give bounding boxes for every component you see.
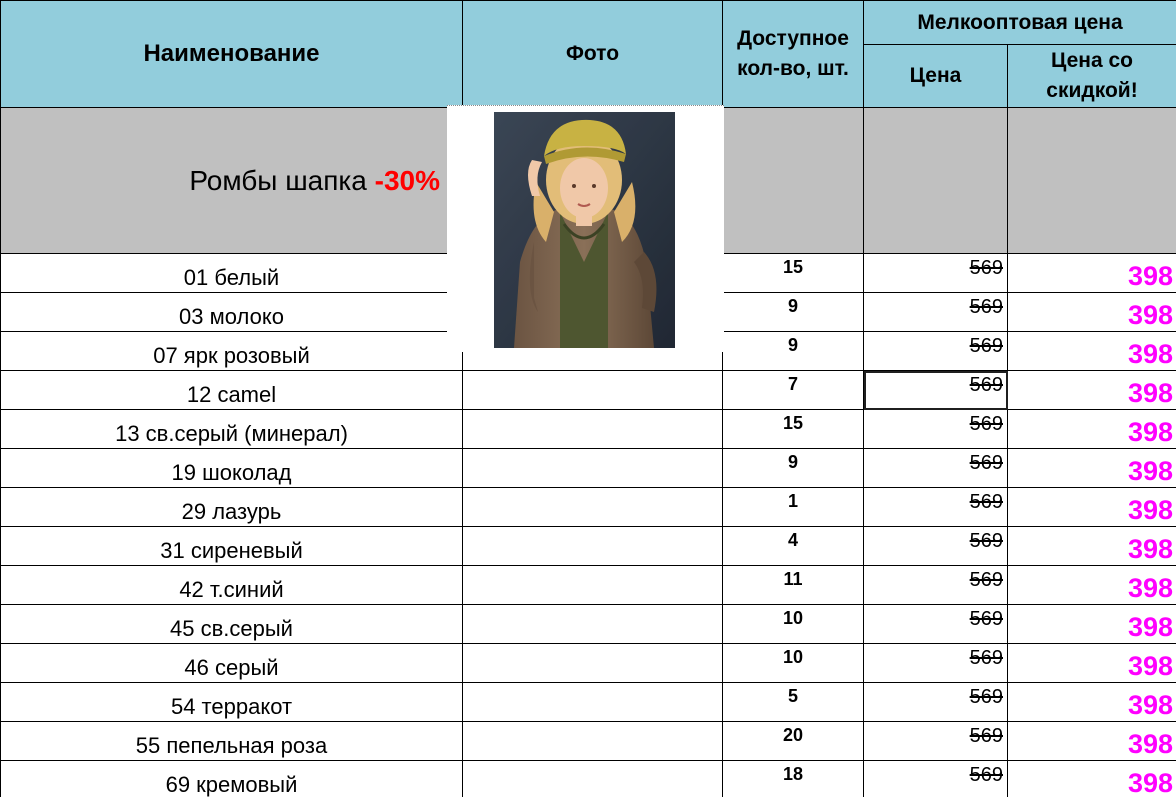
price-cell[interactable]: 569 [864,644,1008,683]
color-name-cell[interactable]: 12 camel [1,371,463,410]
qty-cell[interactable]: 1 [723,488,864,527]
discount-price-cell[interactable]: 398 [1008,449,1176,488]
product-discount: -30% [374,164,440,196]
color-name-cell[interactable]: 03 молоко [1,293,463,332]
color-name-cell[interactable]: 29 лазурь [1,488,463,527]
price-cell[interactable]: 569 [864,410,1008,449]
photo-cell[interactable] [463,410,723,449]
woman-in-hat-photo-icon [494,112,675,348]
qty-cell[interactable]: 15 [723,254,864,293]
qty-cell[interactable]: 7 [723,371,864,410]
photo-cell[interactable] [463,449,723,488]
discount-price-cell[interactable]: 398 [1008,332,1176,371]
qty-cell[interactable]: 4 [723,527,864,566]
qty-cell[interactable]: 9 [723,293,864,332]
header-discount-price[interactable]: Цена со скидкой! [1008,45,1176,108]
price-cell[interactable]: 569 [864,488,1008,527]
qty-cell[interactable]: 15 [723,410,864,449]
header-qty[interactable]: Доступное кол-во, шт. [723,1,864,108]
table-row [1,605,1176,644]
header-photo[interactable]: Фото [463,1,723,108]
product-qty-cell[interactable] [723,108,864,254]
qty-cell[interactable]: 9 [723,449,864,488]
price-cell[interactable]: 569 [864,722,1008,761]
product-price-cell[interactable] [864,108,1008,254]
photo-cell[interactable] [463,527,723,566]
price-cell[interactable]: 569 [864,293,1008,332]
price-cell[interactable]: 569 [864,332,1008,371]
color-name-cell[interactable]: 54 терракот [1,683,463,722]
color-name-cell[interactable]: 01 белый [1,254,463,293]
color-name-cell[interactable]: 45 св.серый [1,605,463,644]
photo-cell[interactable] [463,605,723,644]
discount-price-cell[interactable]: 398 [1008,605,1176,644]
product-title: Ромбы шапка [189,164,367,196]
discount-price-cell[interactable]: 398 [1008,722,1176,761]
table-row [1,488,1176,527]
discount-price-cell[interactable]: 398 [1008,488,1176,527]
table-row [1,449,1176,488]
photo-cell[interactable] [463,644,723,683]
color-name-cell[interactable]: 13 св.серый (минерал) [1,410,463,449]
table-row [1,410,1176,449]
table-row [1,683,1176,722]
color-name-cell[interactable]: 46 серый [1,644,463,683]
discount-price-cell[interactable]: 398 [1008,410,1176,449]
photo-cell[interactable] [463,566,723,605]
price-cell[interactable]: 569 [864,527,1008,566]
discount-price-cell[interactable]: 398 [1008,371,1176,410]
price-cell[interactable]: 569 [864,761,1008,797]
color-name-cell[interactable]: 19 шоколад [1,449,463,488]
price-cell[interactable]: 569 [864,254,1008,293]
photo-cell[interactable] [463,488,723,527]
header-price[interactable]: Цена [864,45,1008,108]
color-name-cell[interactable]: 07 ярк розовый [1,332,463,371]
photo-cell[interactable] [463,761,723,797]
qty-cell[interactable]: 5 [723,683,864,722]
header-wholesale-price[interactable]: Мелкооптовая цена [864,1,1176,45]
table-row [1,371,1176,410]
photo-cell[interactable] [463,371,723,410]
price-cell[interactable]: 569 [864,683,1008,722]
color-name-cell[interactable]: 31 сиреневый [1,527,463,566]
qty-cell[interactable]: 10 [723,644,864,683]
price-cell[interactable]: 569 [864,371,1008,410]
price-cell[interactable]: 569 [864,566,1008,605]
product-discount-cell[interactable] [1008,108,1176,254]
discount-price-cell[interactable]: 398 [1008,254,1176,293]
table-row [1,644,1176,683]
color-name-cell[interactable]: 69 кремовый [1,761,463,797]
discount-price-cell[interactable]: 398 [1008,293,1176,332]
table-row [1,761,1176,797]
table-row [1,566,1176,605]
photo-cell[interactable] [463,722,723,761]
product-title-cell[interactable] [1,108,463,254]
discount-price-cell[interactable]: 398 [1008,566,1176,605]
color-name-cell[interactable]: 42 т.синий [1,566,463,605]
discount-price-cell[interactable]: 398 [1008,527,1176,566]
price-cell[interactable]: 569 [864,449,1008,488]
discount-price-cell[interactable]: 398 [1008,761,1176,797]
qty-cell[interactable]: 11 [723,566,864,605]
discount-price-cell[interactable]: 398 [1008,644,1176,683]
header-name[interactable]: Наименование [1,1,463,108]
discount-price-cell[interactable]: 398 [1008,683,1176,722]
table-row [1,527,1176,566]
qty-cell[interactable]: 10 [723,605,864,644]
price-cell[interactable]: 569 [864,605,1008,644]
qty-cell[interactable]: 18 [723,761,864,797]
qty-cell[interactable]: 20 [723,722,864,761]
product-photo[interactable] [447,105,724,352]
color-name-cell[interactable]: 55 пепельная роза [1,722,463,761]
qty-cell[interactable]: 9 [723,332,864,371]
table-row [1,722,1176,761]
photo-cell[interactable] [463,683,723,722]
